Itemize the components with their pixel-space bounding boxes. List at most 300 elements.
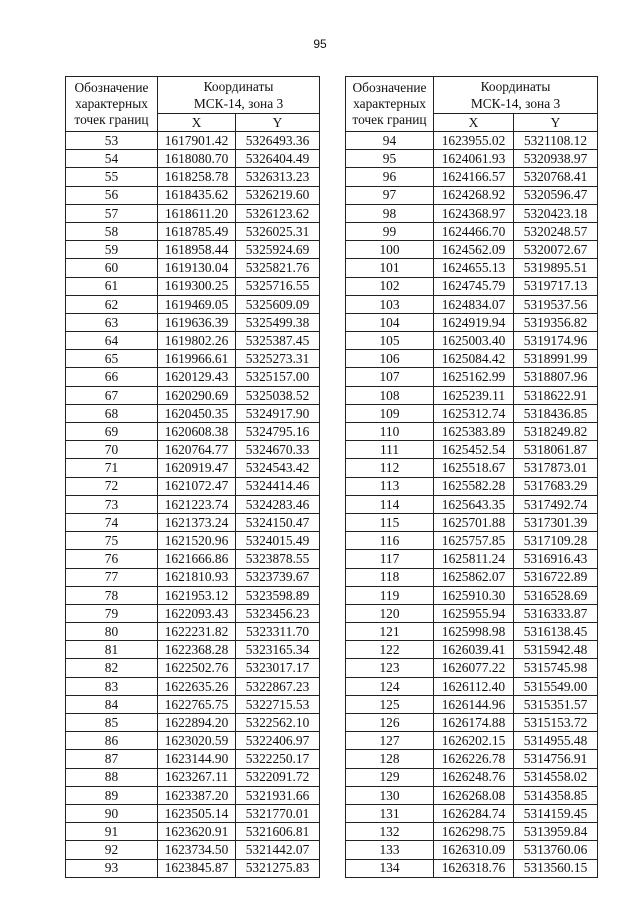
table-row — [66, 222, 320, 240]
x-coordinate-cell: 1625643.35 — [434, 495, 514, 513]
x-coordinate-cell: 1624466.70 — [434, 222, 514, 240]
table-row — [346, 513, 598, 531]
table-row — [346, 259, 598, 277]
x-coordinate-cell: 1626284.74 — [434, 804, 514, 822]
table-row — [66, 623, 320, 641]
x-coordinate-cell: 1621373.24 — [158, 513, 236, 531]
x-coordinate-cell: 1620919.47 — [158, 459, 236, 477]
point-number-cell: 129 — [346, 768, 434, 786]
x-coordinate-cell: 1622231.82 — [158, 623, 236, 641]
point-number-cell: 130 — [346, 786, 434, 804]
x-coordinate-cell: 1621666.86 — [158, 550, 236, 568]
point-number-cell: 133 — [346, 841, 434, 859]
y-coordinate-cell: 5313760.06 — [514, 841, 598, 859]
point-label-header — [346, 77, 434, 132]
y-coordinate-cell: 5326313.23 — [236, 168, 320, 186]
x-coordinate-cell: 1622093.43 — [158, 604, 236, 622]
x-coordinate-cell: 1620450.35 — [158, 404, 236, 422]
point-number-cell: 101 — [346, 259, 434, 277]
x-column-header: X — [158, 114, 236, 132]
y-coordinate-cell: 5323165.34 — [236, 641, 320, 659]
point-number-cell: 131 — [346, 804, 434, 822]
point-number-cell: 113 — [346, 477, 434, 495]
table-row — [346, 841, 598, 859]
x-coordinate-cell: 1625955.94 — [434, 604, 514, 622]
x-coordinate-cell: 1625452.54 — [434, 441, 514, 459]
table-row — [346, 168, 598, 186]
y-coordinate-cell: 5323878.55 — [236, 550, 320, 568]
table-row — [346, 550, 598, 568]
x-coordinate-cell: 1617901.42 — [158, 132, 236, 150]
x-coordinate-cell: 1626144.96 — [434, 695, 514, 713]
y-coordinate-cell: 5314358.85 — [514, 786, 598, 804]
point-number-cell: 108 — [346, 386, 434, 404]
coordinate-system: МСК-14, зона 3 — [193, 96, 284, 111]
table-row — [346, 641, 598, 659]
point-number-cell: 69 — [66, 423, 158, 441]
point-number-cell: 99 — [346, 222, 434, 240]
table-row — [346, 222, 598, 240]
point-number-cell: 75 — [66, 532, 158, 550]
x-coordinate-cell: 1623020.59 — [158, 732, 236, 750]
table-row — [66, 386, 320, 404]
y-coordinate-cell: 5323598.89 — [236, 586, 320, 604]
table-row — [66, 204, 320, 222]
y-coordinate-cell: 5313959.84 — [514, 823, 598, 841]
table-row — [346, 459, 598, 477]
x-coordinate-cell: 1623387.20 — [158, 786, 236, 804]
page-number: 95 — [313, 37, 327, 51]
table-row — [346, 750, 598, 768]
table-row — [66, 423, 320, 441]
point-number-cell: 125 — [346, 695, 434, 713]
point-number-cell: 124 — [346, 677, 434, 695]
x-coordinate-cell: 1618611.20 — [158, 204, 236, 222]
x-coordinate-cell: 1624268.92 — [434, 186, 514, 204]
table-row — [66, 841, 320, 859]
x-coordinate-cell: 1624368.97 — [434, 204, 514, 222]
point-number-cell: 65 — [66, 350, 158, 368]
x-coordinate-cell: 1618785.49 — [158, 222, 236, 240]
table-row — [346, 804, 598, 822]
x-coordinate-cell: 1625910.30 — [434, 586, 514, 604]
y-coordinate-cell: 5315745.98 — [514, 659, 598, 677]
table-row — [66, 586, 320, 604]
table-row — [66, 804, 320, 822]
x-coordinate-cell: 1626298.75 — [434, 823, 514, 841]
x-coordinate-cell: 1625757.85 — [434, 532, 514, 550]
y-coordinate-cell: 5319717.13 — [514, 277, 598, 295]
table-row — [66, 732, 320, 750]
table-row — [346, 568, 598, 586]
y-coordinate-cell: 5323311.70 — [236, 623, 320, 641]
point-number-cell: 90 — [66, 804, 158, 822]
point-number-cell: 78 — [66, 586, 158, 604]
y-coordinate-cell: 5325273.31 — [236, 350, 320, 368]
y-coordinate-cell: 5325821.76 — [236, 259, 320, 277]
x-coordinate-cell: 1620608.38 — [158, 423, 236, 441]
y-coordinate-cell: 5319537.56 — [514, 295, 598, 313]
y-coordinate-cell: 5315351.57 — [514, 695, 598, 713]
table-row — [66, 259, 320, 277]
y-column-header: Y — [514, 114, 598, 132]
y-coordinate-cell: 5314756.91 — [514, 750, 598, 768]
table-row — [346, 695, 598, 713]
point-number-cell: 84 — [66, 695, 158, 713]
point-label-line-2: характерных — [353, 96, 426, 111]
point-number-cell: 67 — [66, 386, 158, 404]
point-number-cell: 62 — [66, 295, 158, 313]
table-row — [346, 714, 598, 732]
y-coordinate-cell: 5325924.69 — [236, 241, 320, 259]
point-number-cell: 116 — [346, 532, 434, 550]
point-number-cell: 58 — [66, 222, 158, 240]
y-coordinate-cell: 5318436.85 — [514, 404, 598, 422]
y-coordinate-cell: 5324543.42 — [236, 459, 320, 477]
x-coordinate-cell: 1625312.74 — [434, 404, 514, 422]
point-number-cell: 114 — [346, 495, 434, 513]
y-coordinate-cell: 5319174.96 — [514, 332, 598, 350]
y-coordinate-cell: 5324795.16 — [236, 423, 320, 441]
table-row — [66, 368, 320, 386]
table-row — [346, 295, 598, 313]
table-row — [66, 714, 320, 732]
point-number-cell: 59 — [66, 241, 158, 259]
coordinates-table-left — [65, 76, 320, 878]
table-row — [66, 823, 320, 841]
point-number-cell: 115 — [346, 513, 434, 531]
table-row — [66, 641, 320, 659]
coordinates-header — [434, 77, 598, 114]
point-number-cell: 103 — [346, 295, 434, 313]
y-coordinate-cell: 5323017.17 — [236, 659, 320, 677]
point-number-cell: 81 — [66, 641, 158, 659]
point-number-cell: 70 — [66, 441, 158, 459]
table-row — [66, 750, 320, 768]
table-row — [346, 786, 598, 804]
x-coordinate-cell: 1626112.40 — [434, 677, 514, 695]
table-row — [66, 168, 320, 186]
y-coordinate-cell: 5325157.00 — [236, 368, 320, 386]
x-coordinate-cell: 1621810.93 — [158, 568, 236, 586]
x-coordinate-cell: 1621072.47 — [158, 477, 236, 495]
point-number-cell: 107 — [346, 368, 434, 386]
coordinate-system: МСК-14, зона 3 — [470, 96, 561, 111]
table-row — [66, 295, 320, 313]
point-number-cell: 82 — [66, 659, 158, 677]
x-coordinate-cell: 1625701.88 — [434, 513, 514, 531]
y-coordinate-cell: 5322562.10 — [236, 714, 320, 732]
x-coordinate-cell: 1624166.57 — [434, 168, 514, 186]
point-number-cell: 85 — [66, 714, 158, 732]
point-number-cell: 66 — [66, 368, 158, 386]
x-coordinate-cell: 1624655.13 — [434, 259, 514, 277]
y-coordinate-cell: 5326404.49 — [236, 150, 320, 168]
table-row — [346, 677, 598, 695]
table-row — [346, 477, 598, 495]
point-number-cell: 100 — [346, 241, 434, 259]
y-coordinate-cell: 5324670.33 — [236, 441, 320, 459]
point-number-cell: 123 — [346, 659, 434, 677]
x-coordinate-cell: 1624834.07 — [434, 295, 514, 313]
x-coordinate-cell: 1622635.26 — [158, 677, 236, 695]
point-number-cell: 128 — [346, 750, 434, 768]
point-number-cell: 94 — [346, 132, 434, 150]
x-coordinate-cell: 1624919.94 — [434, 313, 514, 331]
coordinates-header — [158, 77, 320, 114]
point-number-cell: 60 — [66, 259, 158, 277]
x-coordinate-cell: 1619966.61 — [158, 350, 236, 368]
table-row — [346, 368, 598, 386]
x-coordinate-cell: 1626318.76 — [434, 859, 514, 877]
point-number-cell: 61 — [66, 277, 158, 295]
table-row — [66, 768, 320, 786]
point-number-cell: 57 — [66, 204, 158, 222]
x-column-header: X — [434, 114, 514, 132]
table-row — [66, 859, 320, 877]
point-number-cell: 119 — [346, 586, 434, 604]
y-coordinate-cell: 5316138.45 — [514, 623, 598, 641]
table-row — [66, 441, 320, 459]
y-coordinate-cell: 5318061.87 — [514, 441, 598, 459]
x-coordinate-cell: 1626268.08 — [434, 786, 514, 804]
y-coordinate-cell: 5319356.82 — [514, 313, 598, 331]
table-row — [66, 677, 320, 695]
point-number-cell: 104 — [346, 313, 434, 331]
x-coordinate-cell: 1626077.22 — [434, 659, 514, 677]
table-row — [346, 386, 598, 404]
table-row — [66, 550, 320, 568]
point-number-cell: 92 — [66, 841, 158, 859]
y-coordinate-cell: 5322406.97 — [236, 732, 320, 750]
table-row — [346, 423, 598, 441]
y-coordinate-cell: 5313560.15 — [514, 859, 598, 877]
point-number-cell: 120 — [346, 604, 434, 622]
table-row — [346, 404, 598, 422]
y-coordinate-cell: 5315153.72 — [514, 714, 598, 732]
table-row — [66, 241, 320, 259]
point-number-cell: 77 — [66, 568, 158, 586]
y-coordinate-cell: 5319895.51 — [514, 259, 598, 277]
point-number-cell: 97 — [346, 186, 434, 204]
point-number-cell: 121 — [346, 623, 434, 641]
x-coordinate-cell: 1618258.78 — [158, 168, 236, 186]
point-number-cell: 79 — [66, 604, 158, 622]
table-row — [346, 132, 598, 150]
point-number-cell: 134 — [346, 859, 434, 877]
y-coordinate-cell: 5321108.12 — [514, 132, 598, 150]
table-row — [346, 441, 598, 459]
y-coordinate-cell: 5322867.23 — [236, 677, 320, 695]
y-coordinate-cell: 5317301.39 — [514, 513, 598, 531]
table-row — [346, 859, 598, 877]
x-coordinate-cell: 1625998.98 — [434, 623, 514, 641]
y-coordinate-cell: 5320938.97 — [514, 150, 598, 168]
x-coordinate-cell: 1618080.70 — [158, 150, 236, 168]
x-coordinate-cell: 1625518.67 — [434, 459, 514, 477]
point-number-cell: 102 — [346, 277, 434, 295]
point-number-cell: 72 — [66, 477, 158, 495]
table-row — [66, 513, 320, 531]
y-coordinate-cell: 5321275.83 — [236, 859, 320, 877]
table-row — [346, 204, 598, 222]
y-coordinate-cell: 5316722.89 — [514, 568, 598, 586]
y-coordinate-cell: 5325499.38 — [236, 313, 320, 331]
point-number-cell: 95 — [346, 150, 434, 168]
table-row — [66, 495, 320, 513]
y-coordinate-cell: 5315942.48 — [514, 641, 598, 659]
y-coordinate-cell: 5316528.69 — [514, 586, 598, 604]
x-coordinate-cell: 1626226.78 — [434, 750, 514, 768]
y-coordinate-cell: 5321606.81 — [236, 823, 320, 841]
x-coordinate-cell: 1621520.96 — [158, 532, 236, 550]
y-coordinate-cell: 5320596.47 — [514, 186, 598, 204]
point-number-cell: 91 — [66, 823, 158, 841]
x-coordinate-cell: 1622502.76 — [158, 659, 236, 677]
point-label-line-1: Обозначение — [352, 80, 427, 95]
x-coordinate-cell: 1619636.39 — [158, 313, 236, 331]
point-number-cell: 93 — [66, 859, 158, 877]
point-number-cell: 117 — [346, 550, 434, 568]
x-coordinate-cell: 1626039.41 — [434, 641, 514, 659]
x-coordinate-cell: 1620129.43 — [158, 368, 236, 386]
x-coordinate-cell: 1623505.14 — [158, 804, 236, 822]
table-row — [346, 604, 598, 622]
y-coordinate-cell: 5321442.07 — [236, 841, 320, 859]
y-coordinate-cell: 5322091.72 — [236, 768, 320, 786]
point-label-line-1: Обозначение — [74, 80, 149, 95]
table-row — [66, 477, 320, 495]
table-row — [346, 241, 598, 259]
point-label-header — [66, 77, 158, 132]
point-number-cell: 64 — [66, 332, 158, 350]
x-coordinate-cell: 1619130.04 — [158, 259, 236, 277]
x-coordinate-cell: 1621223.74 — [158, 495, 236, 513]
y-coordinate-cell: 5323739.67 — [236, 568, 320, 586]
point-number-cell: 122 — [346, 641, 434, 659]
x-coordinate-cell: 1618435.62 — [158, 186, 236, 204]
x-coordinate-cell: 1622765.75 — [158, 695, 236, 713]
table-row — [66, 786, 320, 804]
x-coordinate-cell: 1622894.20 — [158, 714, 236, 732]
x-coordinate-cell: 1623620.91 — [158, 823, 236, 841]
y-coordinate-cell: 5324283.46 — [236, 495, 320, 513]
x-coordinate-cell: 1626202.15 — [434, 732, 514, 750]
point-number-cell: 109 — [346, 404, 434, 422]
table-row — [346, 350, 598, 368]
table-row — [346, 277, 598, 295]
point-number-cell: 132 — [346, 823, 434, 841]
x-coordinate-cell: 1620290.69 — [158, 386, 236, 404]
table-row — [66, 659, 320, 677]
point-number-cell: 126 — [346, 714, 434, 732]
point-number-cell: 106 — [346, 350, 434, 368]
x-coordinate-cell: 1625383.89 — [434, 423, 514, 441]
point-number-cell: 63 — [66, 313, 158, 331]
table-row — [346, 495, 598, 513]
x-coordinate-cell: 1624745.79 — [434, 277, 514, 295]
x-coordinate-cell: 1619469.05 — [158, 295, 236, 313]
table-row — [346, 532, 598, 550]
point-number-cell: 68 — [66, 404, 158, 422]
y-coordinate-cell: 5314955.48 — [514, 732, 598, 750]
x-coordinate-cell: 1623734.50 — [158, 841, 236, 859]
x-coordinate-cell: 1624061.93 — [434, 150, 514, 168]
y-coordinate-cell: 5320248.57 — [514, 222, 598, 240]
y-coordinate-cell: 5315549.00 — [514, 677, 598, 695]
y-coordinate-cell: 5325609.09 — [236, 295, 320, 313]
x-coordinate-cell: 1625582.28 — [434, 477, 514, 495]
coordinates-title: Координаты — [480, 79, 551, 94]
x-coordinate-cell: 1625003.40 — [434, 332, 514, 350]
y-coordinate-cell: 5325716.55 — [236, 277, 320, 295]
coordinates-table-right — [345, 76, 598, 878]
point-number-cell: 96 — [346, 168, 434, 186]
y-coordinate-cell: 5318991.99 — [514, 350, 598, 368]
y-coordinate-cell: 5320423.18 — [514, 204, 598, 222]
y-coordinate-cell: 5318622.91 — [514, 386, 598, 404]
y-coordinate-cell: 5325038.52 — [236, 386, 320, 404]
point-number-cell: 98 — [346, 204, 434, 222]
point-number-cell: 127 — [346, 732, 434, 750]
y-coordinate-cell: 5326025.31 — [236, 222, 320, 240]
y-coordinate-cell: 5324917.90 — [236, 404, 320, 422]
table-row — [66, 132, 320, 150]
x-coordinate-cell: 1625239.11 — [434, 386, 514, 404]
y-coordinate-cell: 5325387.45 — [236, 332, 320, 350]
point-number-cell: 56 — [66, 186, 158, 204]
x-coordinate-cell: 1619300.25 — [158, 277, 236, 295]
coordinates-title: Координаты — [203, 79, 274, 94]
x-coordinate-cell: 1626248.76 — [434, 768, 514, 786]
x-coordinate-cell: 1625162.99 — [434, 368, 514, 386]
table-row — [346, 150, 598, 168]
x-coordinate-cell: 1623845.87 — [158, 859, 236, 877]
y-coordinate-cell: 5316916.43 — [514, 550, 598, 568]
table-row — [346, 732, 598, 750]
x-coordinate-cell: 1619802.26 — [158, 332, 236, 350]
x-coordinate-cell: 1623955.02 — [434, 132, 514, 150]
table-row — [66, 604, 320, 622]
y-coordinate-cell: 5314558.02 — [514, 768, 598, 786]
table-row — [66, 150, 320, 168]
point-number-cell: 111 — [346, 441, 434, 459]
point-number-cell: 110 — [346, 423, 434, 441]
point-number-cell: 73 — [66, 495, 158, 513]
y-coordinate-cell: 5322250.17 — [236, 750, 320, 768]
point-number-cell: 74 — [66, 513, 158, 531]
table-row — [346, 659, 598, 677]
x-coordinate-cell: 1621953.12 — [158, 586, 236, 604]
y-coordinate-cell: 5314159.45 — [514, 804, 598, 822]
y-coordinate-cell: 5321770.01 — [236, 804, 320, 822]
x-coordinate-cell: 1624562.09 — [434, 241, 514, 259]
x-coordinate-cell: 1620764.77 — [158, 441, 236, 459]
table-row — [66, 277, 320, 295]
y-coordinate-cell: 5318807.96 — [514, 368, 598, 386]
x-coordinate-cell: 1625862.07 — [434, 568, 514, 586]
point-number-cell: 86 — [66, 732, 158, 750]
point-label-line-3: точек границ — [74, 112, 149, 127]
table-row — [66, 695, 320, 713]
x-coordinate-cell: 1626310.09 — [434, 841, 514, 859]
point-number-cell: 71 — [66, 459, 158, 477]
y-coordinate-cell: 5324414.46 — [236, 477, 320, 495]
table-row — [346, 586, 598, 604]
y-coordinate-cell: 5326219.60 — [236, 186, 320, 204]
y-coordinate-cell: 5323456.23 — [236, 604, 320, 622]
point-number-cell: 88 — [66, 768, 158, 786]
